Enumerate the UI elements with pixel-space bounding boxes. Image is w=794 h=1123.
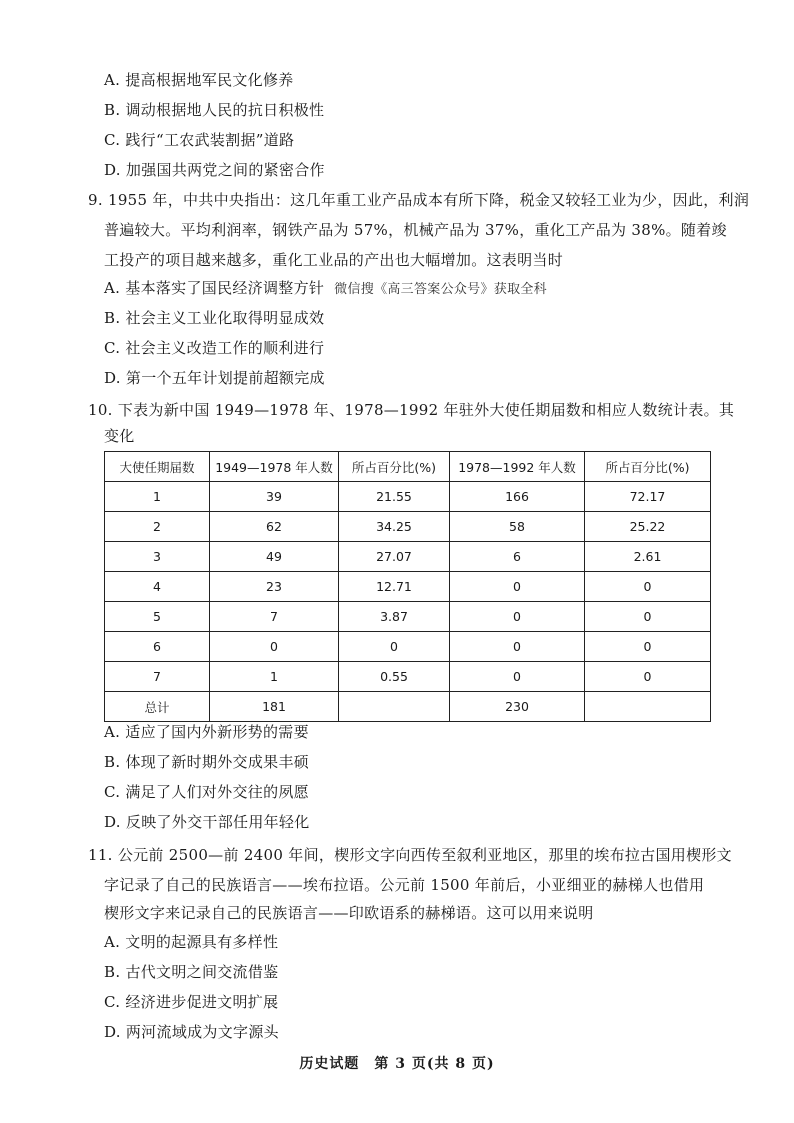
q11-option-a: A. 文明的起源具有多样性: [104, 933, 279, 951]
table-cell: 6: [105, 632, 210, 662]
q9-stem-line-3: 工投产的项目越来越多，重化工业品的产出也大幅增加。这表明当时: [104, 251, 564, 269]
table-header-cell: 大使任期届数: [105, 452, 210, 482]
table-cell: 21.55: [339, 482, 450, 512]
q8-option-c: C. 践行“工农武装割据”道路: [104, 131, 295, 149]
table-cell: 0: [450, 572, 585, 602]
table-cell: [585, 692, 711, 722]
table-header-cell: 所占百分比(%): [585, 452, 711, 482]
table-row: [105, 632, 711, 662]
q9-option-a-row: [104, 278, 547, 300]
table-row: [105, 482, 711, 512]
table-cell: 23: [210, 572, 339, 602]
table-cell: 72.17: [585, 482, 711, 512]
table-cell: 12.71: [339, 572, 450, 602]
table-header-cell: 1949—1978 年人数: [210, 452, 339, 482]
table-row: [105, 572, 711, 602]
q10-option-c: C. 满足了人们对外交往的夙愿: [104, 783, 309, 801]
table-cell: 6: [450, 542, 585, 572]
table-cell: 5: [105, 602, 210, 632]
watermark-note: 微信搜《高三答案公众号》获取全科: [334, 282, 547, 297]
table-cell: 2: [105, 512, 210, 542]
q10-stem-line-1: 10. 下表为新中国 1949—1978 年、1978—1992 年驻外大使任期届数和相应人数统计表。其: [88, 401, 735, 419]
q9-option-b: B. 社会主义工业化取得明显成效: [104, 309, 325, 327]
table-cell: 62: [210, 512, 339, 542]
table-row: [105, 542, 711, 572]
q9-stem-line-2: 普遍较大。平均利润率，钢铁产品为 57%，机械产品为 37%，重化工产品为 38%。随着竣: [104, 221, 727, 239]
table-header-cell: 所占百分比(%): [339, 452, 450, 482]
table-cell: 0: [585, 602, 711, 632]
table-cell: 2.61: [585, 542, 711, 572]
page-footer: 历史试题 第 3 页(共 8 页): [299, 1056, 495, 1072]
table-cell: 0: [450, 632, 585, 662]
table-cell: 0: [450, 602, 585, 632]
table-row: [105, 662, 711, 692]
table-cell: 1: [105, 482, 210, 512]
table-cell: 58: [450, 512, 585, 542]
table-cell: 0.55: [339, 662, 450, 692]
table-cell: 181: [210, 692, 339, 722]
q11-stem-line-3: 楔形文字来记录自己的民族语言——印欧语系的赫梯语。这可以用来说明: [104, 904, 594, 922]
table-header-cell: 1978—1992 年人数: [450, 452, 585, 482]
q11-stem-line-2: 字记录了自己的民族语言——埃布拉语。公元前 1500 年前后，小亚细亚的赫梯人也借用: [104, 876, 705, 894]
q8-option-a: A. 提高根据地军民文化修养: [104, 71, 294, 89]
table-cell: 0: [210, 632, 339, 662]
table-cell: [339, 692, 450, 722]
q10-option-b: B. 体现了新时期外交成果丰硕: [104, 753, 310, 771]
q9-stem-line-1: 9. 1955 年，中共中央指出：这几年重工业产品成本有所下降，税金又较轻工业为少，因此，利润: [88, 191, 750, 209]
table-cell: 27.07: [339, 542, 450, 572]
table-cell: 166: [450, 482, 585, 512]
table-cell: 3: [105, 542, 210, 572]
table-cell: 39: [210, 482, 339, 512]
q8-option-b: B. 调动根据地人民的抗日积极性: [104, 101, 325, 119]
table-cell: 49: [210, 542, 339, 572]
table-cell: 0: [585, 662, 711, 692]
table-row: [105, 602, 711, 632]
q10-option-a: A. 适应了国内外新形势的需要: [104, 723, 309, 741]
q10-stem-line-2: 变化: [104, 427, 135, 445]
table-cell: 0: [585, 632, 711, 662]
q11-stem-line-1: 11. 公元前 2500—前 2400 年间，楔形文字向西传至叙利亚地区，那里的埃布拉古国用楔形文: [88, 846, 732, 864]
table-cell: 4: [105, 572, 210, 602]
q9-option-d: D. 第一个五年计划提前超额完成: [104, 369, 325, 387]
table-total-row: [105, 692, 711, 722]
q9-option-a: A. 基本落实了国民经济调整方针: [104, 279, 325, 297]
table-cell: 总计: [105, 692, 210, 722]
q9-option-c: C. 社会主义改造工作的顺利进行: [104, 339, 325, 357]
q11-option-c: C. 经济进步促进文明扩展: [104, 993, 279, 1011]
table-cell: 1: [210, 662, 339, 692]
table-cell: 0: [339, 632, 450, 662]
q10-option-d: D. 反映了外交干部任用年轻化: [104, 813, 310, 831]
table-cell: 7: [210, 602, 339, 632]
table-cell: 25.22: [585, 512, 711, 542]
ambassador-stats-table: [104, 451, 711, 722]
table-row: [105, 512, 711, 542]
table-cell: 7: [105, 662, 210, 692]
q11-option-b: B. 古代文明之间交流借鉴: [104, 963, 279, 981]
table-cell: 34.25: [339, 512, 450, 542]
table-cell: 230: [450, 692, 585, 722]
q11-option-d: D. 两河流域成为文字源头: [104, 1023, 279, 1041]
table-cell: 0: [585, 572, 711, 602]
q8-option-d: D. 加强国共两党之间的紧密合作: [104, 161, 325, 179]
table-header-row: [105, 452, 711, 482]
table-cell: 0: [450, 662, 585, 692]
table-cell: 3.87: [339, 602, 450, 632]
